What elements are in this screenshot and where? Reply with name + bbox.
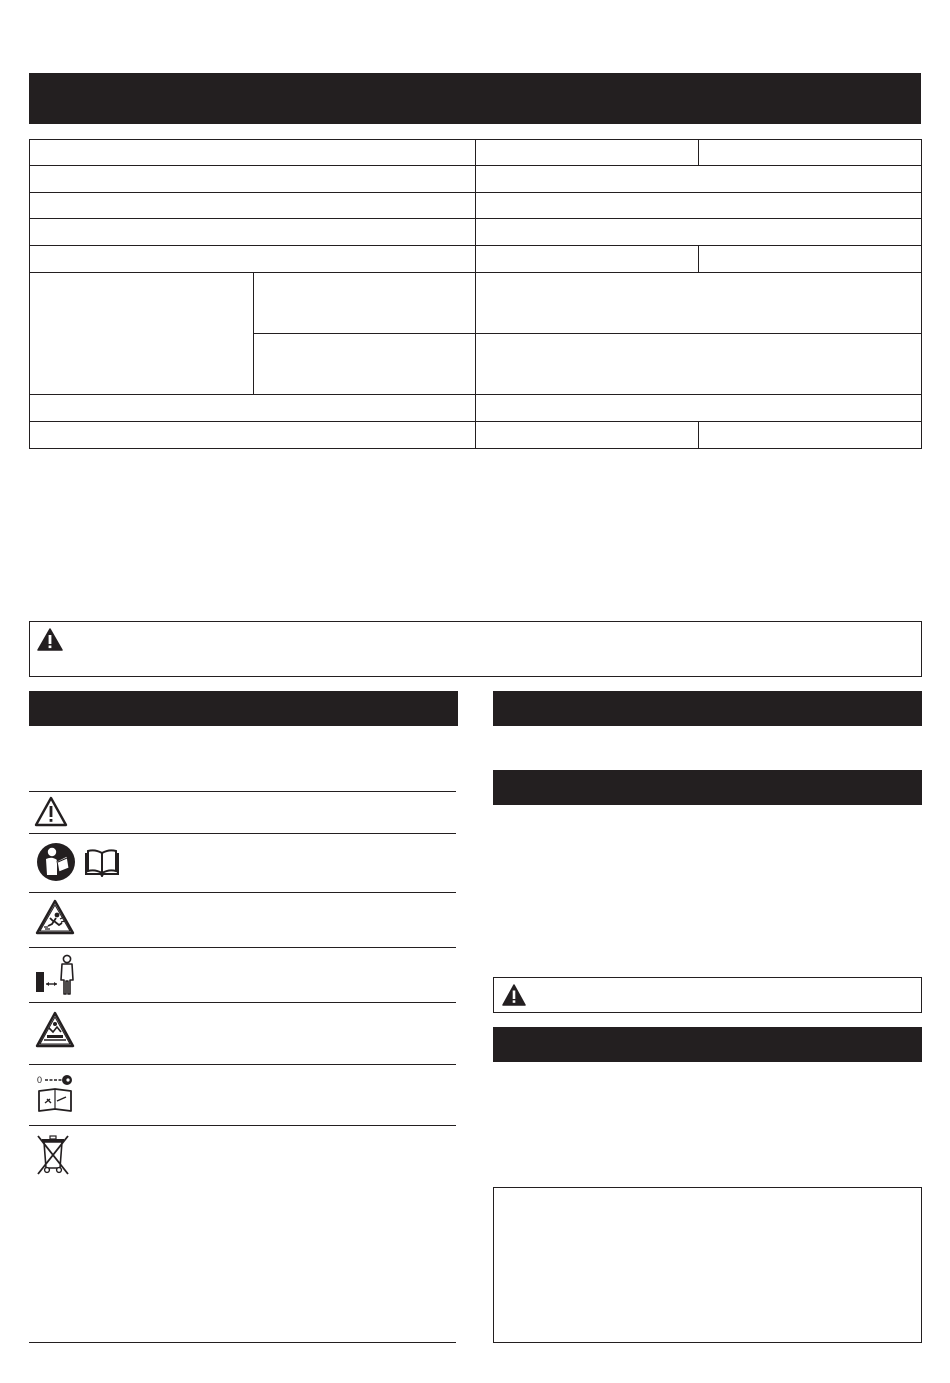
symbol-row: [29, 893, 456, 947]
right-note-box: [493, 1187, 922, 1343]
svg-text:0: 0: [37, 1075, 43, 1085]
symbol-row: [29, 1003, 456, 1064]
spec-col-divider: [698, 421, 699, 449]
title-band: [29, 73, 921, 124]
right-section-header-2: [493, 770, 922, 805]
symbol-row: [29, 792, 456, 833]
warning-notice: [29, 621, 922, 677]
symbol-row: [29, 834, 456, 892]
spec-col-divider: [698, 245, 699, 272]
right-section-header-3: [493, 1027, 922, 1062]
manual-book-icon: [84, 849, 120, 877]
symbol-row: [29, 948, 456, 1002]
symbol-row: [29, 1126, 456, 1186]
spec-col-divider: [475, 139, 476, 449]
right-warning-box: [493, 977, 922, 1013]
thrown-objects-hazard-icon: [35, 899, 75, 935]
spec-table: [29, 139, 922, 449]
spec-row-divider: [253, 333, 922, 334]
spec-col-divider: [698, 139, 699, 165]
spec-col-divider: [253, 272, 254, 394]
warning-triangle-icon: [502, 984, 526, 1006]
warning-triangle-icon: [37, 628, 63, 651]
right-section-header-1: [493, 691, 922, 726]
keep-distance-icon: [35, 954, 79, 996]
left-section-header: [29, 691, 458, 726]
symbol-row: [29, 1065, 456, 1125]
remove-key-before-maintenance-icon: [35, 1073, 77, 1115]
symbol-list-bottom-rule: [29, 1342, 456, 1343]
crossed-out-wheelie-bin-icon: [35, 1134, 71, 1176]
read-manual-icon: [36, 842, 76, 882]
rotating-blade-hazard-icon: [35, 1011, 75, 1048]
warning-triangle-icon: [34, 796, 68, 827]
